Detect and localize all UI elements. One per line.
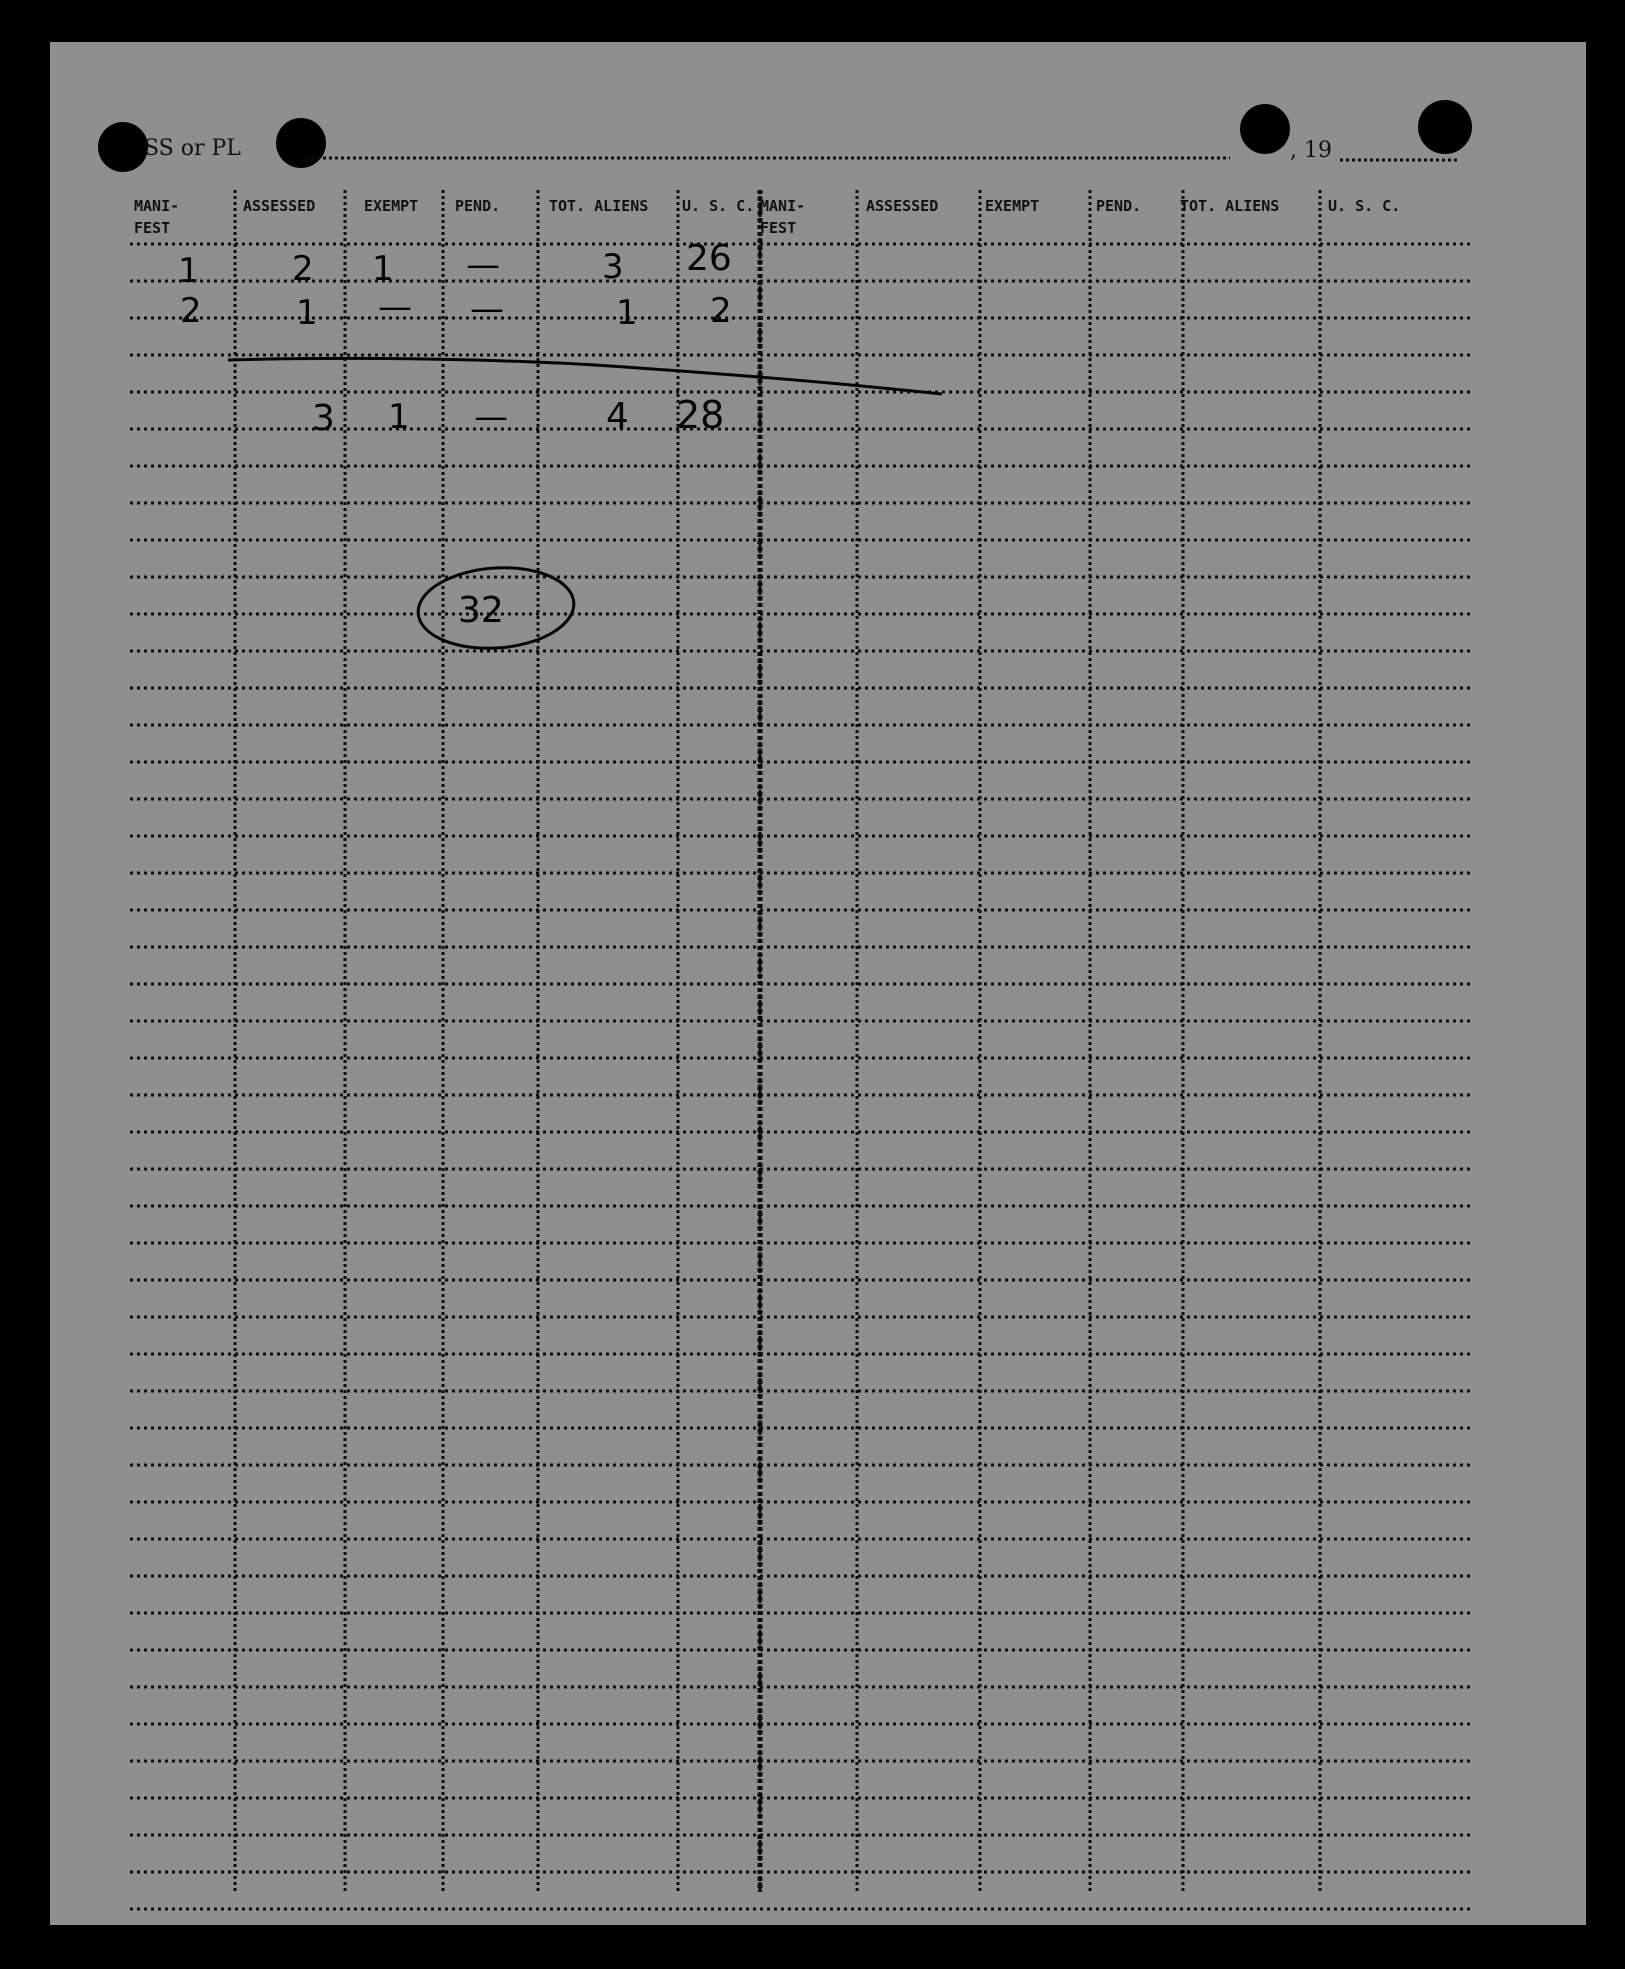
hw-row2-manifest: 2 [180, 291, 202, 331]
handwriting-layer [50, 42, 1586, 1925]
hw-total-pend: — [474, 397, 508, 437]
column-header-exempt-right: EXEMPT [985, 197, 1040, 215]
hw-row1-pend: — [466, 245, 500, 285]
column-header-manifest: MANI- FEST [134, 197, 180, 237]
hw-row1-manifest: 1 [178, 251, 200, 291]
hw-row2-tot-aliens: 1 [616, 293, 638, 333]
hw-row2-usc: 2 [710, 291, 732, 331]
hw-row2-pend: — [470, 289, 504, 329]
hw-row1-usc: 26 [686, 238, 732, 279]
column-header-usc-right: U. S. C. [1328, 197, 1401, 215]
hw-circled-number: 32 [458, 590, 504, 631]
hw-sum-line [228, 358, 942, 394]
column-header-manifest-right: MANI- FEST [760, 197, 806, 237]
column-header-pend: PEND. [455, 197, 501, 215]
column-header-pend-right: PEND. [1096, 197, 1142, 215]
column-header-tot-aliens: TOT. ALIENS [549, 197, 649, 215]
vessel-label: SS or PL [144, 136, 241, 161]
column-header-assessed: ASSESSED [243, 197, 316, 215]
hw-total-usc: 28 [676, 393, 725, 437]
hw-row2-assessed: 1 [296, 293, 318, 333]
hw-total-assessed: 3 [312, 398, 335, 439]
form-sheet [50, 42, 1586, 1925]
column-header-assessed-right: ASSESSED [866, 197, 939, 215]
hw-row2-exempt: — [378, 287, 412, 327]
hw-row1-assessed: 2 [292, 249, 314, 289]
column-header-usc: U. S. C. [682, 197, 755, 215]
column-header-tot-aliens-right: TOT. ALIENS [1180, 197, 1280, 215]
hw-row1-tot-aliens: 3 [602, 247, 624, 287]
hw-total-tot-aliens: 4 [606, 396, 629, 437]
column-header-exempt: EXEMPT [364, 197, 419, 215]
hw-total-exempt: 1 [388, 397, 410, 437]
date-label: , 19 [1290, 138, 1332, 163]
hw-row1-exempt: 1 [372, 249, 394, 289]
